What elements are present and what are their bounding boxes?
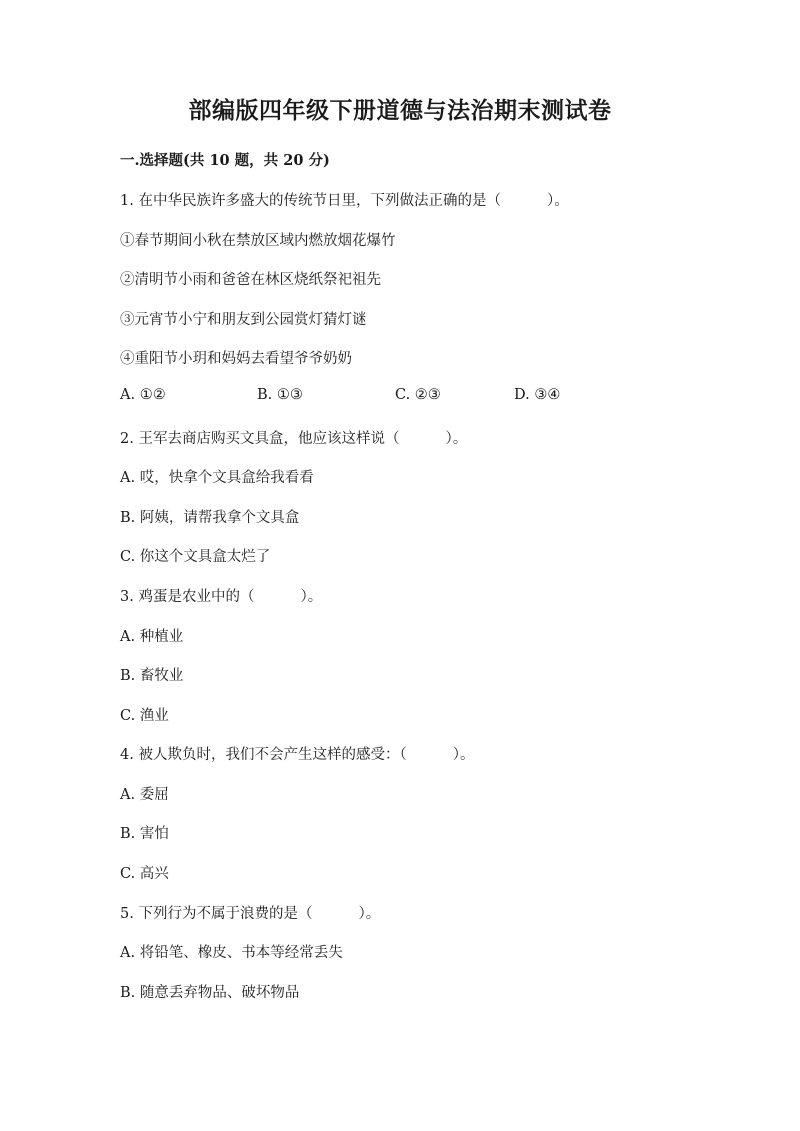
question-1-stem: 1. 在中华民族许多盛大的传统节日里，下列做法正确的是（ ）。 (120, 193, 569, 209)
question-1-statement-1: ①春节期间小秋在禁放区域内燃放烟花爆竹 (120, 233, 396, 249)
question-1-option-b: B. ①③ (257, 387, 303, 403)
question-1-statement-3: ③元宵节小宁和朋友到公园赏灯猜灯谜 (120, 312, 367, 328)
question-2-option-c: C. 你这个文具盒太烂了 (120, 549, 271, 565)
question-4-option-c: C. 高兴 (120, 866, 169, 882)
question-3-stem: 3. 鸡蛋是农业中的（ ）。 (120, 589, 323, 605)
question-5-option-b: B. 随意丢弃物品、破坏物品 (120, 985, 300, 1001)
question-4-stem: 4. 被人欺负时，我们不会产生这样的感受：（ ）。 (120, 747, 475, 763)
page-title: 部编版四年级下册道德与法治期末测试卷 (188, 97, 612, 124)
question-1-option-c: C. ②③ (395, 387, 441, 403)
section-heading: 一.选择题(共 10 题，共 20 分) (120, 152, 330, 169)
question-3-option-a: A. 种植业 (120, 629, 184, 645)
question-1-option-d: D. ③④ (514, 387, 561, 403)
question-2-option-b: B. 阿姨，请帮我拿个文具盒 (120, 510, 300, 526)
question-2-stem: 2. 王军去商店购买文具盒，他应该这样说（ ）。 (120, 431, 468, 447)
question-3-option-b: B. 畜牧业 (120, 668, 184, 684)
question-3-option-c: C. 渔业 (120, 708, 169, 724)
question-2-option-a: A. 哎，快拿个文具盒给我看看 (120, 470, 314, 486)
question-5-option-a: A. 将铅笔、橡皮、书本等经常丢失 (120, 945, 343, 961)
question-4-option-b: B. 害怕 (120, 826, 169, 842)
question-1-statement-4: ④重阳节小玥和妈妈去看望爷爷奶奶 (120, 351, 352, 367)
question-4-option-a: A. 委屈 (120, 787, 169, 803)
question-1-statement-2: ②清明节小雨和爸爸在林区烧纸祭祀祖先 (120, 272, 381, 288)
question-5-stem: 5. 下列行为不属于浪费的是（ ）。 (120, 906, 381, 922)
question-1-option-a: A. ①② (120, 387, 166, 403)
